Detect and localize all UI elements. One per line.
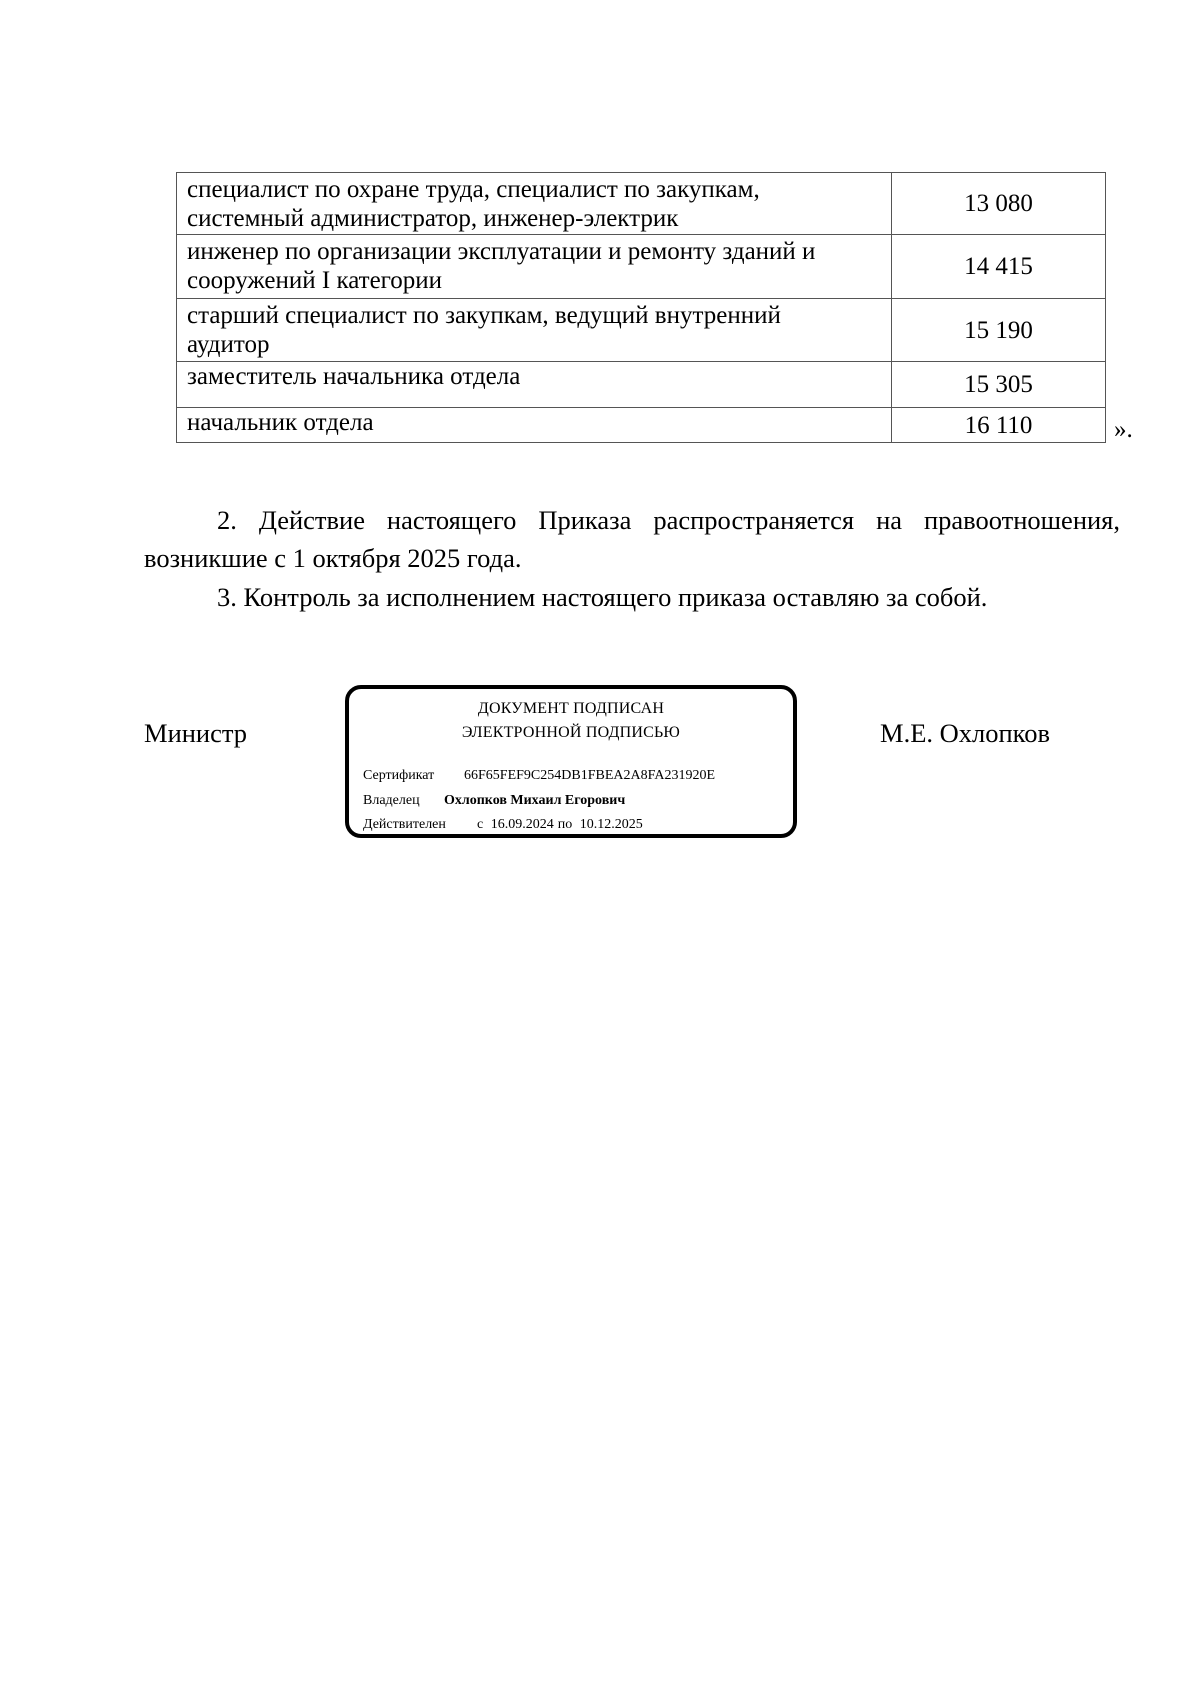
position-cell bbox=[177, 362, 892, 408]
position-line: системный администратор, инженер-электрик bbox=[187, 205, 679, 232]
valid-to-date: 10.12.2025 bbox=[579, 817, 643, 832]
valid-to-prefix: по bbox=[557, 817, 573, 832]
owner-value: Охлопков Михаил Егорович bbox=[444, 793, 626, 808]
position-line: начальник отдела bbox=[187, 409, 374, 436]
table-row bbox=[177, 362, 1106, 408]
stamp-header-line: ЭЛЕКТРОННОЙ ПОДПИСЬЮ bbox=[461, 724, 681, 741]
stamp-header-line: ДОКУМЕНТ ПОДПИСАН bbox=[477, 700, 665, 717]
amount-cell: 16 110 bbox=[892, 408, 1106, 443]
valid-from-date: 16.09.2024 bbox=[490, 817, 554, 832]
position-line: инженер по организации эксплуатации и ремонту зданий и bbox=[187, 238, 816, 265]
position-cell bbox=[177, 235, 892, 299]
amount-cell: 15 305 bbox=[892, 362, 1106, 408]
certificate-row bbox=[363, 767, 715, 785]
amount-cell: 14 415 bbox=[892, 235, 1106, 299]
position-cell bbox=[177, 408, 892, 443]
certificate-label: Сертификат bbox=[363, 768, 435, 783]
position-line: аудитор bbox=[187, 331, 270, 358]
amount-cell: 13 080 bbox=[892, 173, 1106, 235]
position-cell bbox=[177, 299, 892, 362]
certificate-value: 66F65FEF9C254DB1FBEA2A8FA231920E bbox=[464, 768, 716, 783]
paragraph-effective-date: 2. Действие настоящего Приказа распространяется на правоотношения, возникшие с 1 октября 2025 года. bbox=[144, 504, 1120, 573]
table-row bbox=[177, 173, 1106, 235]
closing-quote: ». bbox=[1114, 416, 1133, 443]
position-line: старший специалист по закупкам, ведущий внутренний bbox=[187, 302, 781, 329]
table-row bbox=[177, 408, 1106, 443]
owner-label: Владелец bbox=[363, 793, 420, 808]
paragraph-control: 3. Контроль за исполнением настоящего приказа оставляю за собой. bbox=[217, 581, 988, 612]
valid-from-prefix: с bbox=[477, 817, 484, 832]
table-row bbox=[177, 299, 1106, 362]
validity-label: Действителен bbox=[363, 817, 446, 832]
position-cell bbox=[177, 173, 892, 235]
amount-cell: 15 190 bbox=[892, 299, 1106, 362]
e-signature-stamp bbox=[345, 685, 797, 838]
stamp-header bbox=[349, 697, 793, 745]
signatory-title: Министр bbox=[144, 718, 248, 748]
position-line: сооружений I категории bbox=[187, 267, 443, 294]
owner-row bbox=[363, 792, 625, 810]
validity-row bbox=[363, 816, 647, 834]
position-line: специалист по охране труда, специалист по закупкам, bbox=[187, 176, 760, 203]
position-line: заместитель начальника отдела bbox=[187, 363, 521, 390]
salary-table bbox=[176, 172, 1106, 443]
signatory-name: М.Е. Охлопков bbox=[880, 718, 1050, 748]
table-row bbox=[177, 235, 1106, 299]
